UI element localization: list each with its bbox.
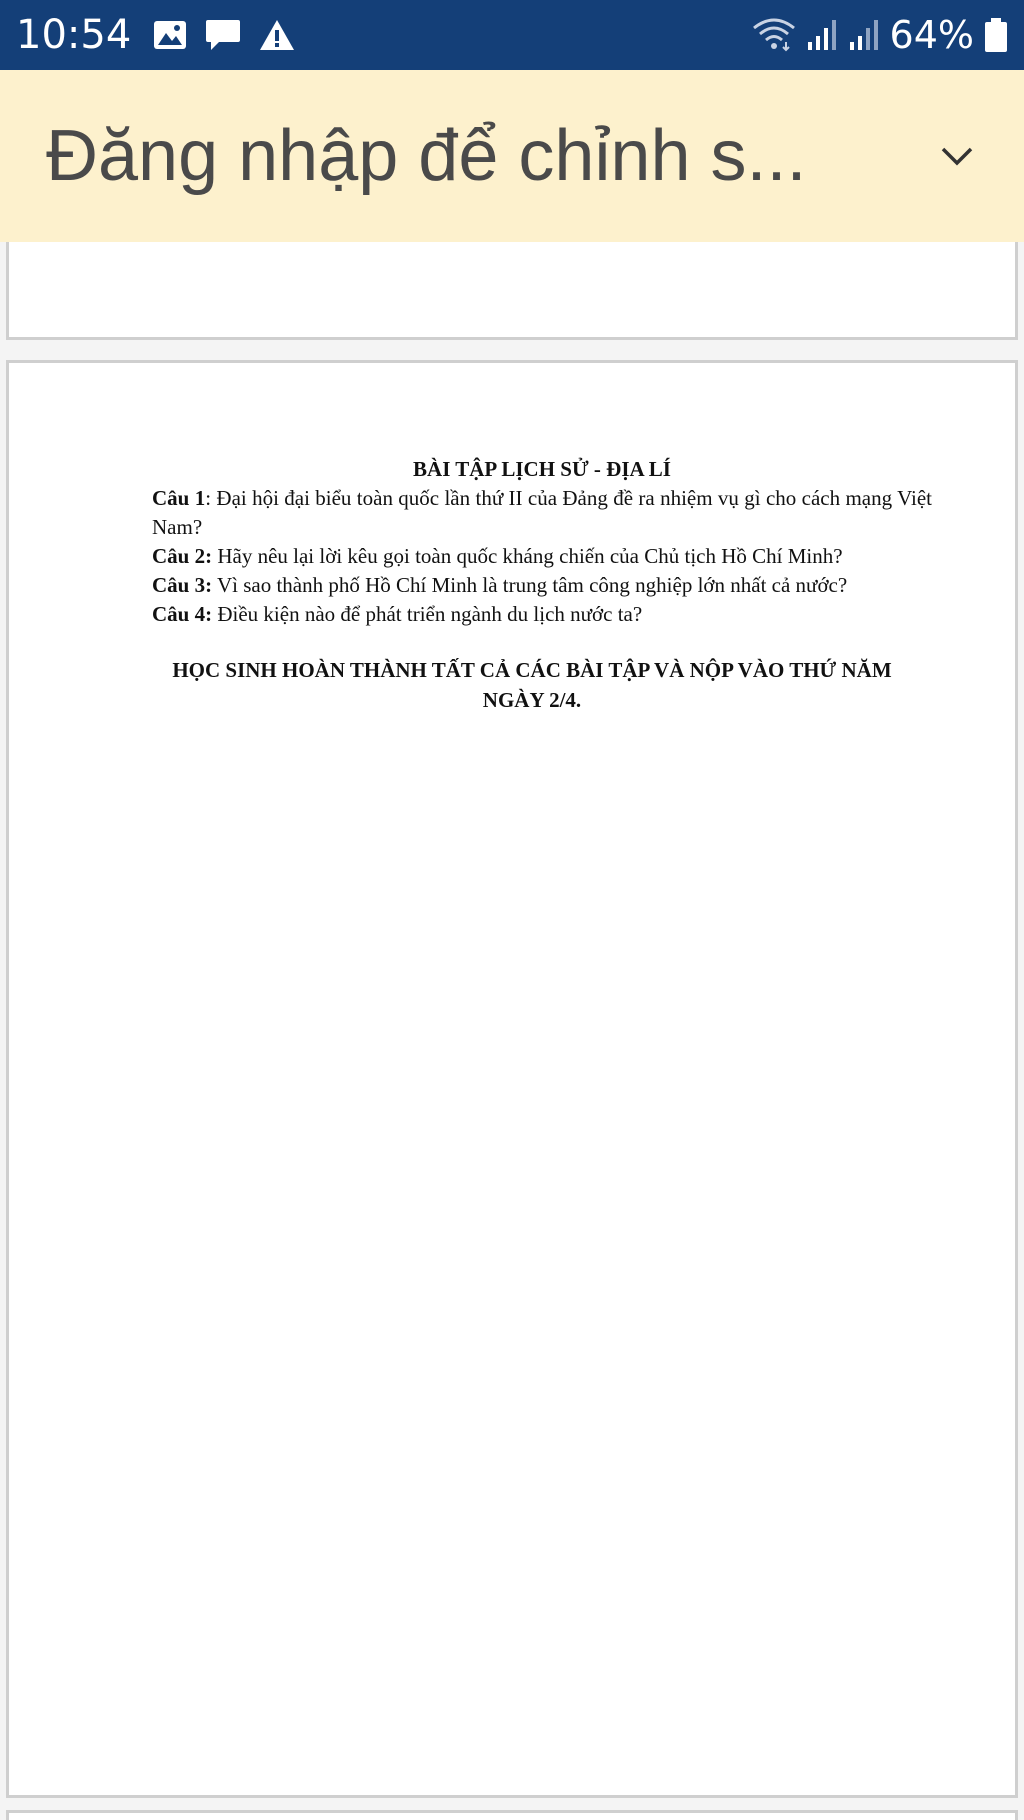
image-icon	[153, 20, 187, 50]
document-content	[152, 455, 932, 736]
question-label: Câu 2:	[152, 544, 213, 568]
next-page-edge	[6, 1810, 1018, 1820]
wifi-icon	[752, 18, 796, 52]
question-label: Câu 4:	[152, 602, 213, 626]
question-sep: :	[205, 486, 212, 510]
question-text: Điều kiện nào để phát triển ngành du lịch nước ta?	[212, 602, 643, 626]
previous-page	[6, 242, 1018, 340]
question-label: Câu 1	[152, 486, 206, 510]
status-right	[752, 13, 1008, 57]
chevron-down-icon[interactable]	[940, 146, 974, 166]
question-3	[152, 571, 932, 600]
question-2	[152, 542, 932, 571]
status-time: 10:54	[16, 12, 132, 58]
question-text: Đại hội đại biểu toàn quốc lần thứ II của Đảng đề ra nhiệm vụ gì cho cách mạng Việt Nam?	[152, 486, 932, 539]
question-text: Vì sao thành phố Hồ Chí Minh là trung tâm công nghiệp lớn nhất cả nước?	[212, 573, 848, 597]
signal-icon	[806, 18, 838, 52]
signal-icon	[848, 18, 880, 52]
battery-level: 64%	[889, 13, 974, 57]
document-page	[6, 360, 1018, 1798]
question-text: Hãy nêu lại lời kêu gọi toàn quốc kháng chiến của Chủ tịch Hồ Chí Minh?	[212, 544, 843, 568]
notification-icons	[153, 18, 295, 52]
question-4	[152, 600, 932, 629]
document-footer-note: HỌC SINH HOÀN THÀNH TẤT CẢ CÁC BÀI TẬP VÀ NỘP VÀO THỨ NĂM NGÀY 2/4.	[172, 658, 892, 712]
banner-title: Đăng nhập để chỉnh s...	[46, 116, 807, 196]
document-title: BÀI TẬP LỊCH SỬ - ĐỊA LÍ	[413, 457, 671, 481]
question-1	[152, 484, 932, 542]
warning-icon	[259, 19, 295, 51]
message-icon	[205, 18, 241, 52]
sign-in-banner[interactable]	[0, 70, 1024, 242]
status-bar	[0, 0, 1024, 70]
battery-icon	[984, 17, 1008, 53]
question-label: Câu 3:	[152, 573, 213, 597]
